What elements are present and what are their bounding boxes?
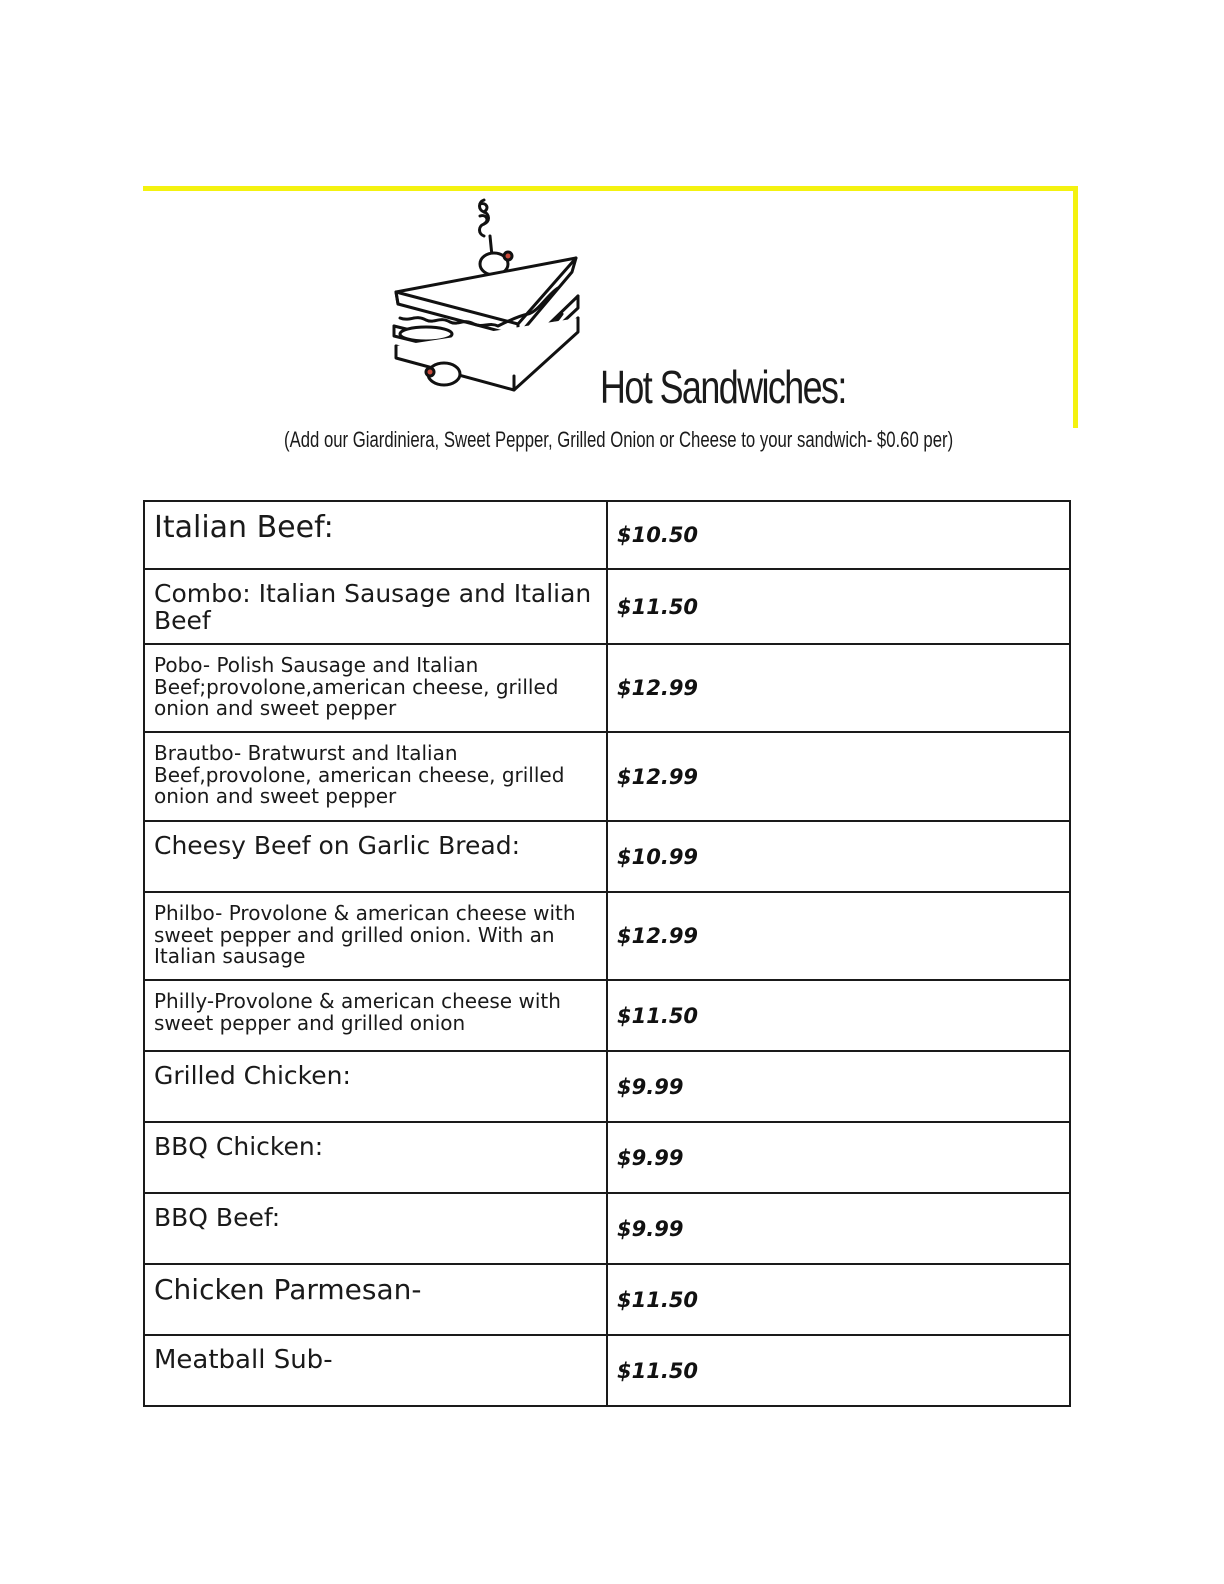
menu-row	[144, 980, 1070, 1051]
menu-item-name: Meatball Sub-	[144, 1335, 607, 1406]
menu-row	[144, 1122, 1070, 1193]
menu-row	[144, 821, 1070, 892]
menu-row	[144, 732, 1070, 821]
menu-row	[144, 1335, 1070, 1406]
menu-item-name: Cheesy Beef on Garlic Bread:	[144, 821, 607, 892]
accent-line-top	[143, 186, 1078, 191]
menu-row	[144, 1051, 1070, 1122]
menu-item-price: $11.50	[607, 980, 1070, 1051]
menu-item-price: $11.50	[607, 1335, 1070, 1406]
menu-item-price: $12.99	[607, 732, 1070, 821]
sandwich-icon	[386, 196, 586, 398]
menu-row	[144, 1264, 1070, 1335]
menu-item-price: $12.99	[607, 892, 1070, 980]
page-subtitle: (Add our Giardiniera, Sweet Pepper, Grilled Onion or Cheese to your sandwich- $0.60 per)	[284, 427, 954, 452]
menu-row	[144, 1193, 1070, 1264]
menu-row	[144, 501, 1070, 569]
menu-item-price: $10.99	[607, 821, 1070, 892]
menu-row	[144, 644, 1070, 732]
menu-table	[143, 500, 1071, 1407]
menu-item-name: Philly-Provolone & american cheese with sweet pepper and grilled onion	[144, 980, 607, 1051]
menu-item-price: $10.50	[607, 501, 1070, 569]
menu-item-name: BBQ Beef:	[144, 1193, 607, 1264]
menu-item-price: $9.99	[607, 1051, 1070, 1122]
menu-item-price: $11.50	[607, 569, 1070, 644]
menu-item-name: Italian Beef:	[144, 501, 607, 569]
menu-item-name: BBQ Chicken:	[144, 1122, 607, 1193]
menu-row	[144, 892, 1070, 980]
page-title: Hot Sandwiches:	[600, 361, 846, 413]
menu-item-price: $12.99	[607, 644, 1070, 732]
menu-item-name: Chicken Parmesan-	[144, 1264, 607, 1335]
menu-item-name: Philbo- Provolone & american cheese with sweet pepper and grilled onion. With an Italian sausage	[144, 892, 607, 980]
menu-item-price: $11.50	[607, 1264, 1070, 1335]
accent-line-right	[1073, 186, 1078, 428]
menu-item-price: $9.99	[607, 1193, 1070, 1264]
menu-item-price: $9.99	[607, 1122, 1070, 1193]
menu-item-name: Combo: Italian Sausage and Italian Beef	[144, 569, 607, 644]
menu-row	[144, 569, 1070, 644]
menu-item-name: Brautbo- Bratwurst and Italian Beef,provolone, american cheese, grilled onion and sweet pepper	[144, 732, 607, 821]
menu-item-name: Grilled Chicken:	[144, 1051, 607, 1122]
menu-item-name: Pobo- Polish Sausage and Italian Beef;provolone,american cheese, grilled onion and sweet pepper	[144, 644, 607, 732]
